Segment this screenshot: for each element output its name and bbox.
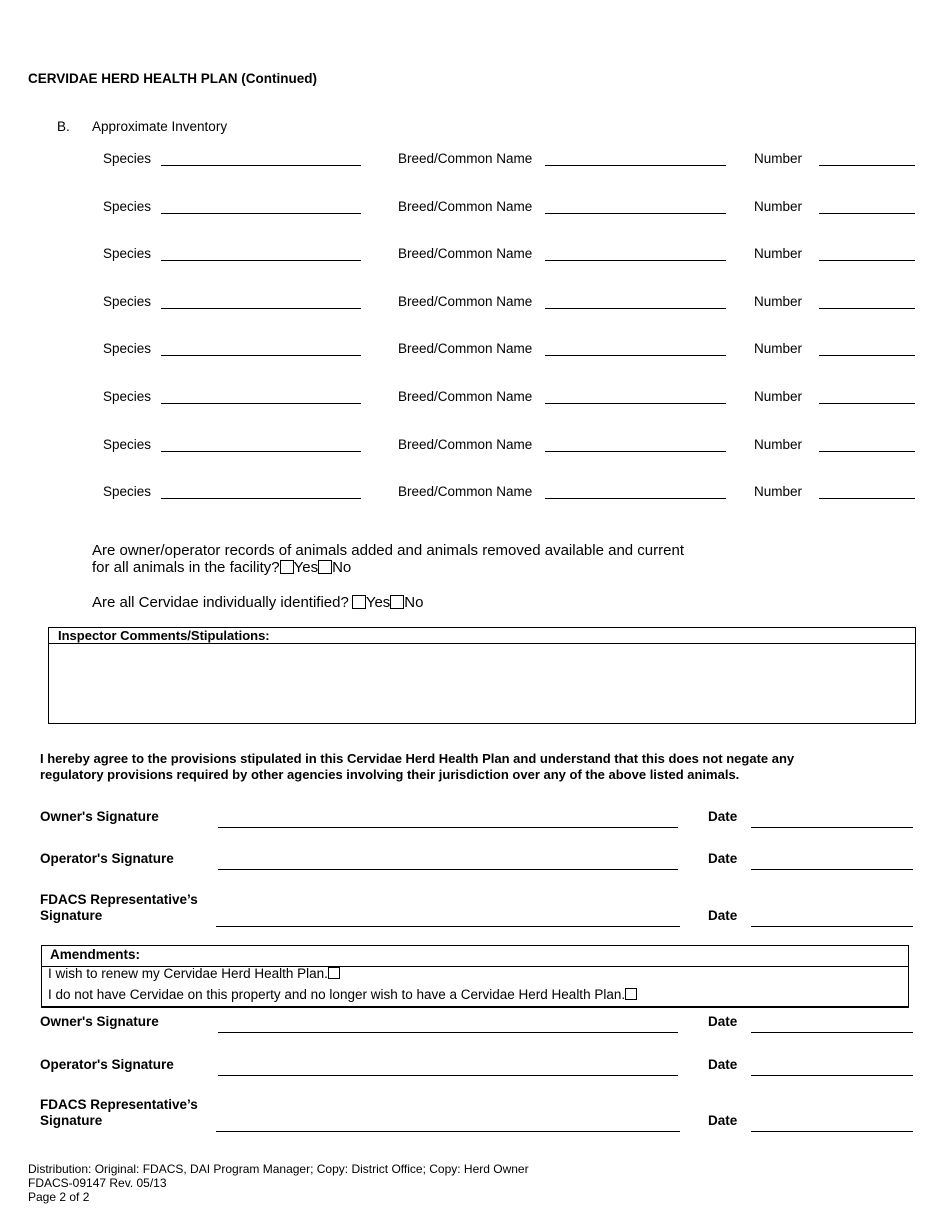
inspector-comments-field[interactable]	[49, 644, 915, 722]
fdacs-signature-field[interactable]	[216, 926, 680, 927]
species-label: Species	[103, 151, 152, 166]
breed-field[interactable]	[545, 498, 726, 499]
fdacs-date-field[interactable]	[751, 1131, 913, 1132]
records-no-checkbox[interactable]	[318, 560, 332, 574]
records-question	[92, 542, 684, 576]
species-field[interactable]	[161, 308, 361, 309]
identified-no-checkbox[interactable]	[390, 595, 404, 609]
breed-field[interactable]	[545, 308, 726, 309]
number-field[interactable]	[819, 403, 915, 404]
no-label: No	[404, 594, 424, 611]
breed-label: Breed/Common Name	[398, 437, 533, 452]
species-label: Species	[103, 199, 152, 214]
breed-label: Breed/Common Name	[398, 294, 533, 309]
breed-field[interactable]	[545, 403, 726, 404]
breed-label: Breed/Common Name	[398, 246, 533, 261]
date-label: Date	[708, 908, 738, 923]
species-label: Species	[103, 341, 152, 356]
page-number: Page 2 of 2	[28, 1190, 90, 1204]
identified-question	[92, 594, 423, 611]
yes-label: Yes	[365, 594, 391, 611]
number-field[interactable]	[819, 260, 915, 261]
fdacs-label-line2: Signature	[40, 1113, 103, 1128]
identified-yes-checkbox[interactable]	[352, 595, 366, 609]
section-letter: B.	[57, 119, 70, 134]
operator-signature-field[interactable]	[218, 1075, 678, 1076]
form-number: FDACS-09147 Rev. 05/13	[28, 1176, 167, 1190]
fdacs-signature-field[interactable]	[216, 1131, 680, 1132]
breed-label: Breed/Common Name	[398, 199, 533, 214]
inspector-comments-box	[48, 627, 916, 724]
date-label: Date	[708, 809, 738, 824]
records-yes-checkbox[interactable]	[280, 560, 294, 574]
section-title: Approximate Inventory	[92, 119, 228, 134]
species-label: Species	[103, 389, 152, 404]
species-label: Species	[103, 294, 152, 309]
records-question-text: for all animals in the facility?	[92, 559, 280, 576]
number-field[interactable]	[819, 165, 915, 166]
number-field[interactable]	[819, 498, 915, 499]
breed-label: Breed/Common Name	[398, 151, 533, 166]
footer	[28, 1162, 529, 1204]
date-label: Date	[708, 1014, 738, 1029]
owner-signature-field[interactable]	[218, 1032, 678, 1033]
species-field[interactable]	[161, 355, 361, 356]
no-cervidae-checkbox[interactable]	[625, 988, 637, 1000]
species-field[interactable]	[161, 498, 361, 499]
owner-signature-label: Owner's Signature	[40, 809, 159, 824]
breed-label: Breed/Common Name	[398, 341, 533, 356]
agreement-line2: regulatory provisions required by other agencies involving their jurisdiction over any of the above listed animals.	[40, 767, 740, 782]
breed-field[interactable]	[545, 260, 726, 261]
number-label: Number	[754, 199, 803, 214]
species-field[interactable]	[161, 213, 361, 214]
number-label: Number	[754, 246, 803, 261]
fdacs-label-line1: FDACS Representative’s	[40, 892, 198, 907]
owner-signature-field[interactable]	[218, 827, 678, 828]
species-field[interactable]	[161, 403, 361, 404]
species-label: Species	[103, 437, 152, 452]
date-label: Date	[708, 851, 738, 866]
species-field[interactable]	[161, 165, 361, 166]
operator-signature-field[interactable]	[218, 869, 678, 870]
number-label: Number	[754, 294, 803, 309]
page-title: CERVIDAE HERD HEALTH PLAN (Continued)	[28, 71, 317, 86]
no-cervidae-option	[48, 987, 637, 1002]
distribution-text: Distribution: Original: FDACS, DAI Program Manager; Copy: District Office; Copy: Herd Owner	[28, 1162, 529, 1176]
number-label: Number	[754, 389, 803, 404]
agreement-line1: I hereby agree to the provisions stipulated in this Cervidae Herd Health Plan and understand that this does not negate any	[40, 751, 795, 766]
owner-signature-label: Owner's Signature	[40, 1014, 159, 1029]
owner-date-field[interactable]	[751, 1032, 913, 1033]
no-label: No	[332, 559, 352, 576]
breed-field[interactable]	[545, 355, 726, 356]
number-label: Number	[754, 151, 803, 166]
date-label: Date	[708, 1057, 738, 1072]
fdacs-label-line1: FDACS Representative’s	[40, 1097, 198, 1112]
species-label: Species	[103, 484, 152, 499]
operator-signature-label: Operator's Signature	[40, 851, 174, 866]
fdacs-signature-label	[40, 1097, 198, 1129]
breed-field[interactable]	[545, 165, 726, 166]
inspector-comments-label: Inspector Comments/Stipulations:	[49, 628, 915, 644]
breed-label: Breed/Common Name	[398, 389, 533, 404]
no-cervidae-text: I do not have Cervidae on this property and no longer wish to have a Cervidae Herd Health Plan.	[48, 987, 626, 1002]
renew-checkbox[interactable]	[328, 967, 340, 979]
number-field[interactable]	[819, 451, 915, 452]
operator-signature-label: Operator's Signature	[40, 1057, 174, 1072]
breed-label: Breed/Common Name	[398, 484, 533, 499]
species-field[interactable]	[161, 451, 361, 452]
number-field[interactable]	[819, 213, 915, 214]
operator-date-field[interactable]	[751, 869, 913, 870]
species-label: Species	[103, 246, 152, 261]
breed-field[interactable]	[545, 213, 726, 214]
renew-option	[48, 966, 340, 981]
fdacs-label-line2: Signature	[40, 908, 103, 923]
agreement-text	[40, 751, 794, 783]
date-label: Date	[708, 1113, 738, 1128]
operator-date-field[interactable]	[751, 1075, 913, 1076]
number-label: Number	[754, 484, 803, 499]
yes-label: Yes	[293, 559, 319, 576]
records-question-line2	[92, 559, 684, 576]
fdacs-date-field[interactable]	[751, 926, 913, 927]
breed-field[interactable]	[545, 451, 726, 452]
identified-question-text: Are all Cervidae individually identified?	[92, 594, 349, 611]
number-label: Number	[754, 341, 803, 356]
number-label: Number	[754, 437, 803, 452]
species-field[interactable]	[161, 260, 361, 261]
number-field[interactable]	[819, 308, 915, 309]
owner-date-field[interactable]	[751, 827, 913, 828]
renew-text: I wish to renew my Cervidae Herd Health Plan.	[48, 966, 328, 981]
fdacs-signature-label	[40, 892, 198, 924]
number-field[interactable]	[819, 355, 915, 356]
amendments-label: Amendments:	[42, 946, 908, 967]
records-question-line1: Are owner/operator records of animals added and animals removed available and current	[92, 542, 684, 559]
